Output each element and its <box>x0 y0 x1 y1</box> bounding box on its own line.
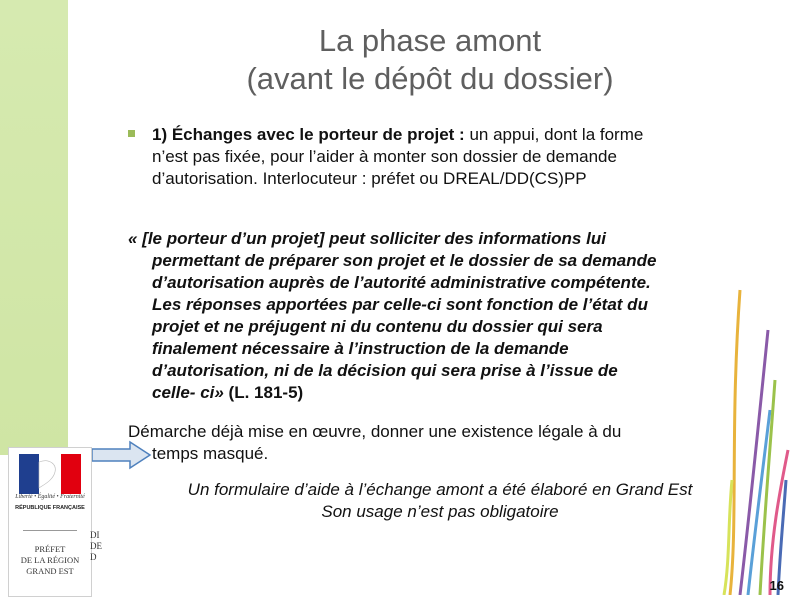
quote-line-2: permettant de préparer son projet et le dossier de sa demande <box>152 251 657 270</box>
marianne-icon <box>19 454 81 494</box>
prefecture-logo <box>8 447 92 597</box>
quote-line-1: « [le porteur d’un projet] peut solliciter des informations lui <box>128 229 606 248</box>
bullet-bold-heading: 1) Échanges avec le porteur de projet : <box>152 125 465 144</box>
note-line-2: Son usage n’est pas obligatoire <box>321 502 559 521</box>
logo-separator <box>23 530 77 531</box>
decorative-swooshes <box>700 270 790 595</box>
republic-name: RÉPUBLIQUE FRANÇAISE <box>15 505 85 511</box>
quote-line-7: d’autorisation, ni de la décision qui sera prise à l’issue de <box>152 361 618 380</box>
bullet-text-line-2: n’est pas fixée, pour l’aider à monter son dossier de demande <box>152 147 617 166</box>
bullet-text-line-3: d’autorisation. Interlocuteur : préfet ou DREAL/DD(CS)PP <box>152 169 587 188</box>
quote-line-5: projet et ne préjugent ni du contenu du dossier qui sera <box>152 317 603 336</box>
form-note <box>120 479 760 523</box>
bullet-text-line-1: un appui, dont la forme <box>464 125 644 144</box>
legal-quote <box>128 228 758 404</box>
left-green-band <box>0 0 68 455</box>
demarche-line-2: temps masqué. <box>152 444 269 463</box>
prefet-label: PRÉFET DE LA RÉGION GRAND EST <box>20 544 80 576</box>
title-line-1: La phase amont <box>318 23 542 58</box>
quote-line-8: celle‑ ci» <box>152 383 224 402</box>
republic-motto: Liberté • Égalité • Fraternité <box>15 494 85 500</box>
quote-line-6: finalement nécessaire à l’instruction de la demande <box>152 339 569 358</box>
quote-line-4: Les réponses apportées par celle-ci sont fonction de l’état du <box>152 295 648 314</box>
quote-line-3: d’autorisation auprès de l’autorité administrative compétente. <box>152 273 651 292</box>
demarche-line-1: Démarche déjà mise en œuvre, donner une existence légale à du <box>128 422 622 441</box>
second-logo-fragment: DI DE D <box>90 530 102 562</box>
title-line-2: (avant le dépôt du dossier) <box>246 61 614 96</box>
legal-reference: (L. 181-5) <box>223 383 304 402</box>
slide-title <box>110 22 750 98</box>
bullet-exchanges <box>128 124 748 190</box>
square-bullet-icon <box>128 130 135 137</box>
note-line-1: Un formulaire d’aide à l’échange amont a été élaboré en Grand Est <box>187 480 693 499</box>
page-number: 16 <box>769 578 784 593</box>
demarche-paragraph <box>128 421 748 465</box>
